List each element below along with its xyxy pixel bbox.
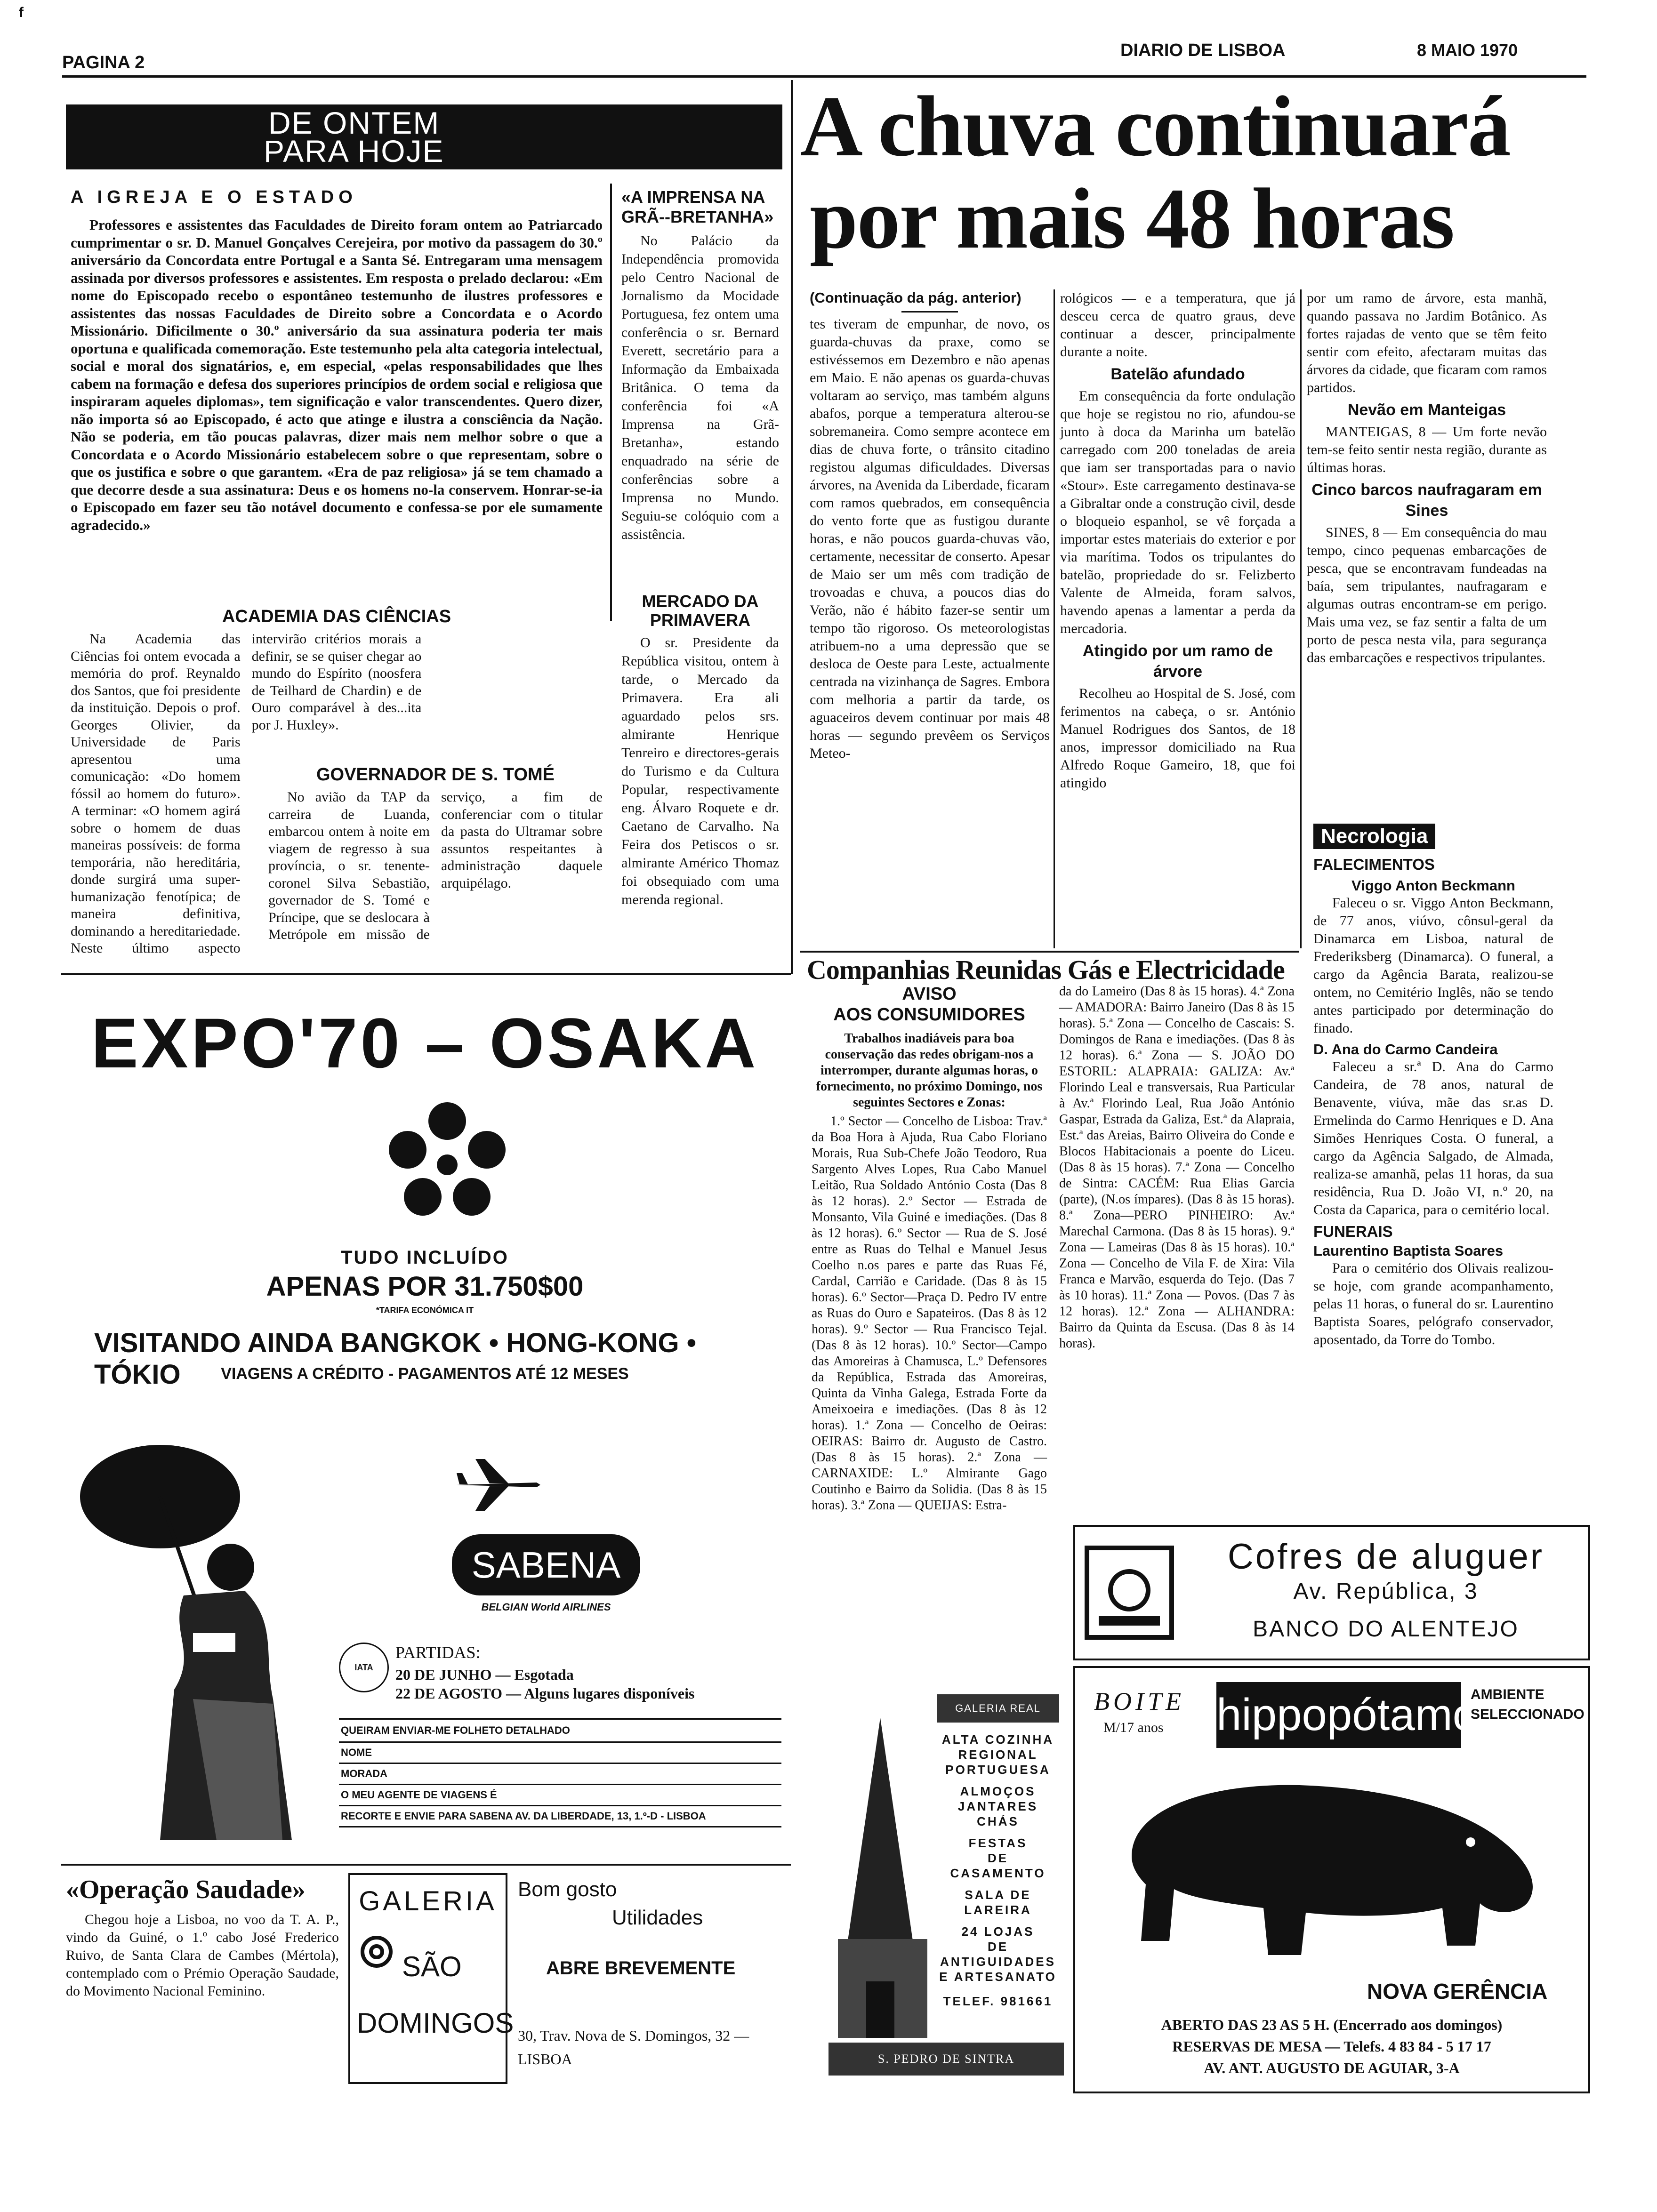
section-banner (66, 104, 782, 169)
chuva-headline-line1: A chuva continuará (800, 78, 1510, 174)
festas1: FESTAS (968, 1836, 1028, 1850)
castle-illustration (828, 1718, 937, 2038)
companhias-col1 (812, 1031, 1047, 1514)
chuva-col2b: Em consequência da forte ondulação que hoje se registou no rio, afundou-se junto à doca da Marinha um batelão carregado com 200 toneladas de areia que iam ser transportadas para o navio «Stour». Este carregamento destinava-se a Gibraltar onde a construção civil, desde o bloqueio espanhol, se vê forçada a importar estes materiais do exterior e por via marítima. Todos os tripulantes do batelão, propriedade do sr. Felizberto Valente de Almeida, foram salvos, havendo apenas a lamentar a perda da mercadoria. (1060, 388, 1295, 636)
form-nome[interactable]: NOME (339, 1743, 781, 1764)
chuva-col2a: rológicos — e a temperatura, que já desceu cerca de quatro graus, deve continuar a descer, principalmente durante a noite. (1060, 290, 1295, 360)
form-recorte: RECORTE E ENVIE PARA SABENA AV. DA LIBERDADE, 13, 1.º-D - LISBOA (339, 1806, 781, 1827)
cozinha-line3: PORTUGUESA (945, 1763, 1051, 1777)
companhias-col2-body: da do Lameiro (Das 8 às 15 horas). 4.ª Zona — AMADORA: Bairro Janeiro (Das 8 às 15 horas). 5.ª Zona — Concelho de Cascais: S. Domingos de Rana e imediações. (Das 8 às 12 horas). 6.ª Zona — S. JOÃO DO ESTORIL: ALAPRAIA: GALIZA: Av.ª Florindo Leal e transversais, Rua Particular à Av.ª Florindo Leal, Rua João António Gaspar, Estrada da Galiza, Est.ª da Alapraia, Est.ª das Areias, Bairro Oliveira do Conde e Blocos Habitacionais a poente do Liceu. (Das 8 às 15 horas). 7.ª Zona — Concelho de Sintra: CACÉM: Rua Elias Garcia (parte), (N.os ímpares). (Das 8 às 15 horas). 8.ª Zona—PERO PINHEIRO: Av.ª Marechal Carmona. (Das 8 às 15 horas). 9.ª Zona — Lameiras (Das 8 às 15 horas). 10.ª Zona — Concelho de Vila F. de Xira: Vila Franca e Marvão, esquerda do Tejo. (Das 7 às 10 horas). 11.ª Zona — Povos. (Das 7 às 12 horas). 12.ª Zona — ALHANDRA: Bairro da Quinta da Escusa. (Das 8 às 14 horas). (1059, 984, 1295, 1351)
galeria-abre: ABRE BREVEMENTE (546, 1958, 736, 1979)
igreja-body: Professores e assistentes das Faculdades de Direito foram ontem ao Patriarcado cumprimentar o sr. D. Manuel Gonçalves Cerejeira, por motivo da passagem do 30.º aniversário da Concordata entre Portugal e a Santa Sé. Entregaram uma mensagem assinada por diversos professores e assistentes. Em resposta o prelado declarou: «Em nome do Episcopado recebo o espontâneo testemunho de ilustres professores e assistentes das nossas Faculdades de Direito sobre a Concordata e o Acordo Missionário. Dificilmente o 30.º aniversário da sua assinatura poderia ter mais oportuna e qualificada comemoração. Este testemunho pela alta categoria intelectual, social e moral dos signatários, e, em especial, «pelas responsabilidades que lhes cabem na formação e defesa dos superiores princípios de ordem social e religiosa que inspiraram aqueles diplomas», tem significação e valor transcendentes. Quero dizer, não importa só ao Episcopado, é acto que atinge e ilustra a consciência da Nação. Não se poderia, em tão poucas palavras, dizer mais nem melhor sobre o que a Concordata e o Acordo Missionário estabelecem sobre o que representam, sobre o que os justifica e sobre o que garantem. «Era de paz religiosa» já se tem chamado a que decorre desde a sua assinatura: Deus e os homens no-la conservem. Honrar-se-ia o Episcopado em fazer seu tão notável documento e confessa-se por ele sumamente agradecido.» (71, 216, 603, 533)
column-rule (1300, 289, 1302, 948)
order-form (339, 1718, 781, 1842)
galeria-name1: SÃO (402, 1951, 462, 1982)
chuva-headline-line2: por mais 48 horas (810, 170, 1454, 266)
academia-heading: ACADEMIA DAS CIÊNCIAS (222, 607, 451, 626)
issue-date: 8 MAIO 1970 (1417, 40, 1518, 60)
galeria-tag2: Utilidades (612, 1906, 703, 1929)
falecimentos-heading: FALECIMENTOS (1313, 856, 1435, 873)
page-number: PAGINA 2 (62, 53, 145, 72)
paper-name: DIARIO DE LISBOA (1120, 40, 1286, 60)
hippo-illustration (1103, 1762, 1555, 1969)
cozinha-ad (828, 1694, 1064, 2080)
boite-name: hippopótamo (1216, 1682, 1461, 1748)
boite-ambiente: AMBIENTE SELECCIONADO (1471, 1687, 1585, 1722)
airplane-icon (457, 1459, 541, 1511)
chuva-separator (901, 311, 958, 313)
funerais-heading: FUNERAIS (1313, 1223, 1393, 1240)
companhias-intro: Trabalhos inadiáveis para boa conservação das redes obrigam-nos a interromper, durante algumas horas, o fornecimento, no próximo Domingo, nos seguintes Sectores e Zonas: (816, 1031, 1043, 1110)
expo-flower-icon (386, 1101, 508, 1224)
companhias-col1-body: 1.º Sector — Concelho de Lisboa: Trav.ª da Boa Hora à Ajuda, Rua Cabo Floriano Morais, Rua Sub-Chefe João Teodoro, Rua Sargento Alves Lopes, Rua Cabo Manuel Leitão, Rua Soldado António Costa (Das 8 às 12 horas). 2.º Sector — Estrada de Monsanto, Vila Guiné e imediações. (Das 8 às 12 horas). 6.º Sector — Rua de S. José entre as Ruas do Telhal e Manuel Jesus Coelho n.os pares e parte das Ruas Fé, Cardal, Carrião e Caridade. (Das 8 às 15 horas). 6.º Sector—Praça D. Pedro IV entre as Ruas do Ouro e Sapateiros. (Das 8 às 12 horas). 9.º Sector — Rua Francisco Tejal. (Das 8 às 12 horas). 10.º Sector—Campo das Amoreiras à Chamusca, L.º Defensores da República, Estrada das Amoreiras, Quinta da Vinha Galega, Estrada Forte da Ameixoeira e imediações. (Das 8 às 12 horas). 1.ª Zona — Concelho de Oeiras: OEIRAS: Bairro dr. Augusto de Castro. (Das 8 às 15 horas). 2.ª Zona — CARNAXIDE: L.º Almirante Gago Coutinho e Bairro da Solidia. (Das 8 às 15 horas). 3.ª Zona — QUEIJAS: Estra- (812, 1114, 1047, 1513)
chuva-col2c: Recolheu ao Hospital de S. José, com ferimentos na cabeça, o sr. António Manuel Rodrigues dos Santos, de 18 anos, impressor domiciliado na Rua Alfredo Roque Gameiro, 18, que foi atingido (1060, 686, 1295, 791)
expo-title: EXPO'70 – OSAKA (91, 1003, 759, 1082)
chuva-col3 (1307, 289, 1547, 667)
necro-text3: Para o cemitério dos Olivais realizou-se hoje, com grande acompanhamento, pelas 11 horas, o funeral do sr. Laurentino Baptista Soares, pelógrafo conservador, aposentado, da Torre do Tombo. (1313, 1260, 1553, 1347)
column-rule (1054, 289, 1055, 948)
almocos2: JANTARES (957, 1799, 1038, 1813)
lareira: SALA DE LAREIRA (964, 1888, 1032, 1917)
form-title: QUEIRAM ENVIAR-ME FOLHETO DETALHADO (339, 1720, 781, 1743)
companhias-title: Companhias Reunidas Gás e Electricidade (807, 954, 1285, 985)
boite-age: M/17 anos (1103, 1720, 1164, 1735)
operacao-body: Chegou hoje a Lisboa, no voo da T. A. P., vindo da Guiné, o 1.º cabo José Frederico Ruivo, de Santa Clara de Cambes (Mértola), contemplado com o Prémio Operação Saudade, do Movimento Nacional Feminino. (66, 1912, 339, 1999)
expo-viagens: VIAGENS A CRÉDITO - PAGAMENTOS ATÉ 12 MESES (221, 1365, 629, 1383)
chuva-col3a: por um ramo de árvore, esta manhã, quando passava no Jardim Botânico. As fortes rajadas de vento que se têm feito sentir com efeito, afectaram muitas das árvores da cidade, que ficaram com ramos partidos. (1307, 290, 1547, 395)
lojas4: E ARTESANATO (939, 1970, 1057, 1984)
column-rule (791, 80, 793, 974)
iata-badge: IATA (339, 1643, 389, 1692)
cozinha-badge: GALERIA REAL (937, 1694, 1059, 1723)
boite-address: AV. ANT. AUGUSTO DE AGUIAR, 3-A (1204, 2060, 1460, 2076)
galeria-tag1: Bom gosto (518, 1878, 617, 1901)
necro-name1: Viggo Anton Beckmann (1351, 877, 1515, 894)
galeria-logo (348, 1873, 514, 2084)
cofres-title: Cofres de aluguer (1227, 1537, 1544, 1577)
expo-preco: APENAS POR 31.750$00 (266, 1271, 584, 1302)
section-rule (61, 973, 791, 975)
masthead-rule (62, 75, 1586, 78)
chuva-col3c: SINES, 8 — Em consequência do mau tempo, cinco pequenas embarcações de pesca, que se encontravam fundeadas na baía, sem tripulantes, naufragaram e algumas outras encontram-se em perigo. Mais uma vez, se faz sentir a falta de um porto de pesca nesta vila, para segurança das embarcações e respectivos tripulantes. (1307, 525, 1547, 665)
aviso1: AVISO (902, 984, 957, 1004)
galeria-address: 30, Trav. Nova de S. Domingos, 32 — LISBOA (518, 2027, 749, 2068)
cozinha-line2: REGIONAL (958, 1747, 1038, 1762)
section-rule (800, 951, 1299, 953)
governador-heading: GOVERNADOR DE S. TOMÉ (316, 765, 555, 785)
chuva-headline (800, 80, 1582, 264)
almocos1: ALMOÇOS (960, 1784, 1036, 1798)
bank-logo-icon (1085, 1546, 1174, 1640)
galeria-name2: DOMINGOS (357, 2007, 514, 2039)
necrologia-title: Necrologia (1313, 824, 1435, 849)
lojas2: DE (987, 1940, 1009, 1954)
lojas1: 24 LOJAS (961, 1924, 1035, 1939)
festas3: CASAMENTO (950, 1866, 1046, 1880)
boite-ad (1073, 1666, 1590, 2093)
cozinha-footer: S. PEDRO DE SINTRA (828, 2043, 1064, 2076)
imprensa-heading: «A IMPRENSA NA GRÃ--BRETANHA» (621, 187, 774, 226)
cofres-ad (1073, 1525, 1590, 1660)
expo-tarifa: *TARIFA ECONÓMICA IT (376, 1306, 474, 1315)
boite-aberto: ABERTO DAS 23 AS 5 H. (Encerrado aos domingos) (1161, 2016, 1503, 2033)
sabena-logo: SABENA (452, 1534, 640, 1595)
necro-name2: D. Ana do Carmo Candeira (1313, 1041, 1498, 1058)
expo-partida1: 20 DE JUNHO — Esgotada (395, 1666, 574, 1683)
cozinha-line1: ALTA COZINHA (941, 1732, 1054, 1747)
operacao-title: «Operação Saudade» (66, 1875, 306, 1904)
necrologia (1313, 824, 1553, 1520)
barcos-heading: Cinco barcos naufragaram em Sines (1311, 481, 1542, 520)
boite-label: BOITE (1094, 1687, 1185, 1715)
batelao-heading: Batelão afundado (1110, 365, 1245, 383)
necro-text2: Faleceu a sr.ª D. Ana do Carmo Candeira, de 78 anos, natural de Benavente, viúva, mãe das sr.as D. Ermelinda do Carmo Henriques e D. Ana Simões Henriques Costa. O funeral, a cargo da Agência Salgado, de Almada, realiza-se amanhã, pelas 11 horas, da sua residência, Rua D. João VI, n.º 20, na Costa da Caparica, para o cemitério local. (1313, 1059, 1553, 1218)
mercado-body: O sr. Presidente da República visitou, ontem à tarde, o Mercado da Primavera. Era ali aguardado pelos srs. almirante Henrique Tenreiro e directores-gerais do Turismo e da Cultura Popular, respectivamente eng. Álvaro Roquete e dr. Caetano de Carvalho. Na Feira dos Petiscos o sr. almirante Américo Thomaz foi obsequiado com uma merenda regional. (621, 635, 779, 907)
governador-body: No avião da TAP da carreira de Luanda, embarcou ontem à noite em viagem de regresso à sua província, o sr. tenente-coronel Silva Sebastião, governador de S. Tomé e Príncipe, que se deslocara à Metrópole em missão de serviço, a fim de conferenciar com o titular da pasta do Ultramar sobre assuntos respeitantes à administração daquele arquipélago. (268, 789, 603, 942)
expo-visitando: VISITANDO AINDA BANGKOK • HONG-KONG • TÓKIO (94, 1328, 697, 1390)
necro-name3: Laurentino Baptista Soares (1313, 1242, 1504, 1259)
boite-gerencia: NOVA GERÊNCIA (1367, 1979, 1548, 2004)
top-mark: f (19, 5, 24, 20)
mercado-heading: MERCADO DA PRIMAVERA (642, 592, 759, 630)
companhias-col2 (1059, 984, 1295, 1352)
section-rule (61, 1864, 791, 1866)
academia-body: Na Academia das Ciências foi ontem evocada a memória do prof. Reynaldo dos Santos, que foi presidente da instituição. Depois o prof. Georges Olivier, da Universidade de Paris apresentou uma comunicação: «Do homem fóssil ao homem do futuro». A terminar: «O homem agirá sobre o homem de duas maneiras possíveis: de forma temporária, não hereditária, donde surgirá uma super-humanização fenotípica; de maneira definitiva, dominando a hereditariedade. Neste último aspecto intervirão critérios morais a definir, se se quiser chegar ao mundo do Espírito (noosfera de Teilhard de Chardin) e de Ouro comparável à des...ita por J. Huxley». (71, 631, 422, 956)
imprensa-article (621, 187, 779, 544)
mercado-article (621, 588, 779, 909)
section-title-line1: DE ONTEM (268, 105, 440, 140)
almocos3: CHÁS (977, 1814, 1019, 1828)
column-rule (610, 184, 612, 621)
cozinha-lines (937, 1732, 1059, 2009)
igreja-article (71, 187, 603, 534)
nevao-heading: Nevão em Manteigas (1347, 401, 1506, 419)
governador-body-wrap (268, 789, 603, 958)
necro-text1: Faleceu o sr. Viggo Anton Beckmann, de 77 anos, viúvo, cônsul-geral da Dinamarca em Lisboa, natural de Frederiksberg (Dinamarca). O funeral, a cargo da Agência Barata, realizou-se ontem, no Cemitério Inglês, não se tendo antes participado por determinação do finado. (1313, 895, 1553, 1036)
operacao-article (66, 1873, 339, 2000)
cofres-bank: BANCO DO ALENTEJO (1253, 1617, 1519, 1642)
section-title-line2: PARA HOJE (264, 134, 444, 168)
sabena-sub: BELGIAN World AIRLINES (481, 1601, 611, 1613)
chuva-col3b: MANTEIGAS, 8 — Um forte nevão tem-se feito sentir nesta região, durante as últimas horas. (1307, 424, 1547, 475)
geisha-illustration (75, 1435, 311, 1850)
igreja-heading: A IGREJA E O ESTADO (71, 187, 357, 207)
chuva-col1-body: tes tiveram de empunhar, de novo, os guarda-chuvas da praxe, como se estivéssemos em Dezembro e não apenas em Maio. E não apenas os guarda-chuvas voltaram ao serviço, mas também alguns abafos, porque a temperatura alterou-se sobremaneira. Como sempre acontece em dias de chuva forte, o trânsito citadino registou algumas dificuldades. Diversas árvores, na Avenida da Liberdade, ficaram com ramos quebrados, em consequência do vento forte que as fustigou durante horas, e não poucos guarda-chuvas vão, certamente, necessitar de conserto. Apesar de Maio ser um mês com tradição de trovoadas e chuva, a poucos dias do Verão, não é hábito fazer-se sentir um tempo tão rigoroso. Os meteorologistas atribuem-no a uma depressão que se desloca de Oeste para Leste, actualmente centrada na vizinhança de Sagres. Embora com melhoria a partir da tarde, os aguaceiros devem continuar por mais 48 horas — segundo prevêem os Serviços Meteo- (810, 316, 1050, 761)
form-morada[interactable]: MORADA (339, 1764, 781, 1785)
expo-partidas: PARTIDAS: (395, 1643, 481, 1662)
cozinha-telef: TELEF. 981661 (943, 1994, 1053, 2008)
governador-article (268, 762, 603, 970)
chuva-col1 (810, 289, 1050, 762)
lojas3: ANTIGUIDADES (940, 1955, 1056, 1969)
atingido-heading: Atingido por um ramo de árvore (1082, 642, 1273, 681)
aviso2: AOS CONSUMIDORES (833, 1005, 1025, 1025)
festas2: DE (987, 1851, 1009, 1865)
expo-ad (66, 984, 784, 1859)
expo-partida2: 22 DE AGOSTO — Alguns lugares disponíveis (395, 1685, 695, 1702)
form-agente[interactable]: O MEU AGENTE DE VIAGENS É (339, 1785, 781, 1806)
boite-reservas: RESERVAS DE MESA — Telefs. 4 83 84 - 5 17 17 (1172, 2038, 1491, 2055)
expo-tudo: TUDO INCLUÍDO (341, 1247, 509, 1268)
galeria-title: GALERIA (359, 1886, 497, 1916)
chuva-continued: (Continuação da pág. anterior) (810, 289, 1022, 306)
chuva-col2 (1060, 289, 1295, 792)
imprensa-body: No Palácio da Independência promovida pelo Centro Nacional de Jornalismo da Mocidade Portuguesa, fez ontem uma conferência o sr. Bernard Everett, secretário para a Informação da Embaixada Britânica. O tema da conferência foi «A Imprensa na Grã-Bretanha», estando enquadrado na série de conferências sobre a Imprensa no Mundo. Seguiu-se colóquio com a assistência. (621, 233, 779, 542)
cofres-address: Av. República, 3 (1293, 1579, 1479, 1604)
